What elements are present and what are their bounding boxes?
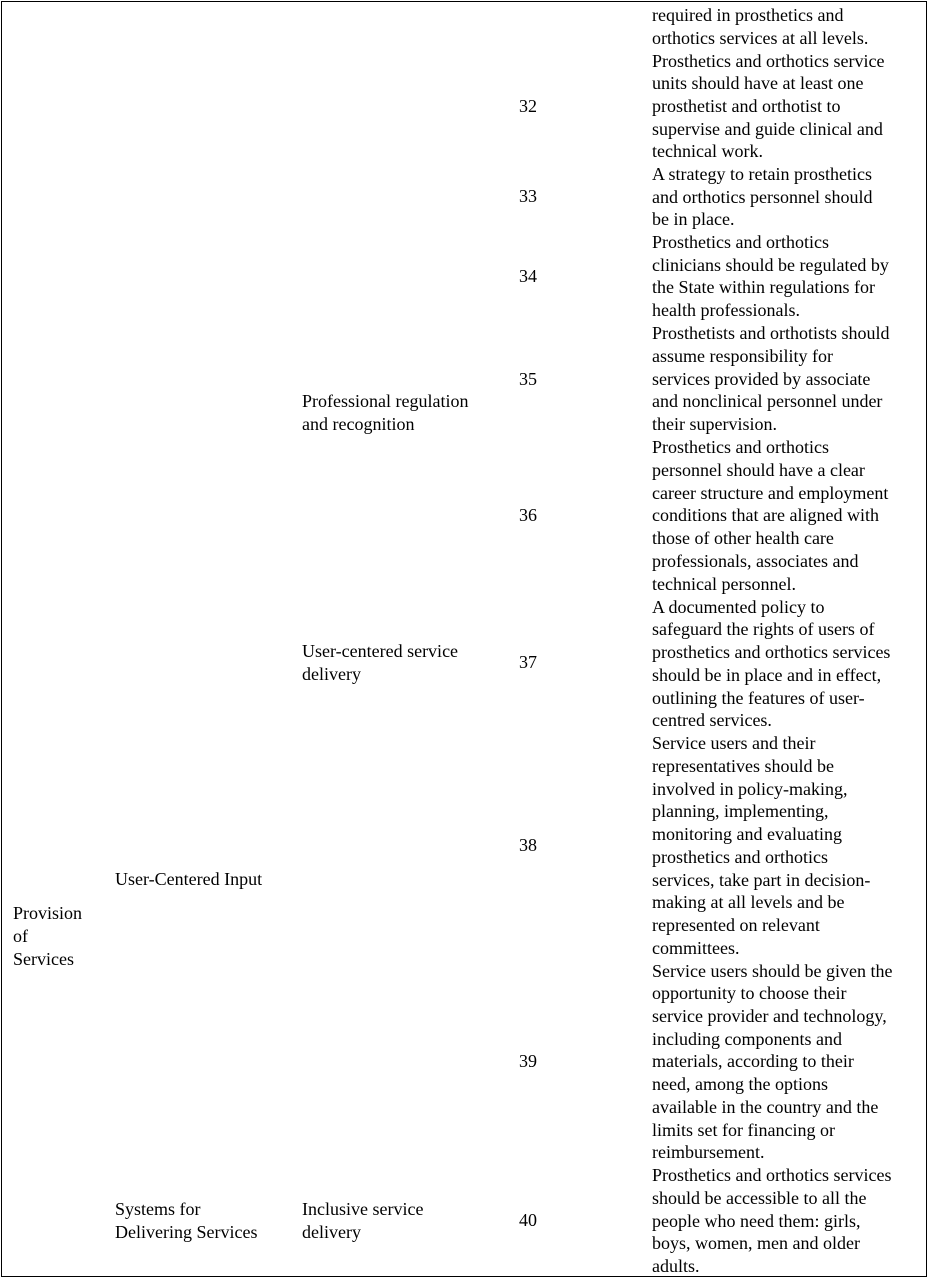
description-line: those of other health care [652,528,834,548]
description-line: prosthetics and orthotics [652,847,828,867]
description-line: Prosthetics and orthotics services [652,1165,892,1185]
description-line: need, among the options [652,1074,828,1094]
row-number: 36 [519,505,537,525]
description-line: the State within regulations for [652,277,875,297]
description-line: Service users should be given the [652,961,893,981]
description-line: materials, according to their [652,1051,854,1071]
description-line: boys, women, men and older [652,1233,860,1253]
category-label: Services [13,949,74,969]
description-line: and nonclinical personnel under [652,391,883,411]
description-line: making at all levels and be [652,892,845,912]
description-line: be in place. [652,209,735,229]
description-line: limits set for financing or [652,1120,835,1140]
description-line: Prosthetists and orthotists should [652,323,890,343]
description-line: outlining the features of user- [652,688,865,708]
subcategory-label: Systems for [115,1199,201,1219]
description-line: personnel should have a clear [652,460,865,480]
description-line: involved in policy-making, [652,779,848,799]
description-line: technical personnel. [652,574,796,594]
component-label: and recognition [302,414,415,434]
description-line: and orthotics personnel should [652,187,873,207]
component-label: Professional regulation [302,391,469,411]
description-line: A documented policy to [652,597,825,617]
description-line: A strategy to retain prosthetics [652,164,872,184]
row-number: 39 [519,1051,537,1071]
description-line: clinicians should be regulated by [652,255,889,275]
description-line: units should have at least one [652,73,864,93]
description-line: career structure and employment [652,483,889,503]
description-line: reimbursement. [652,1142,765,1162]
subcategory-label: User-Centered Input [115,869,263,889]
description-line: prosthetics and orthotics services [652,642,891,662]
subcategory-label: Delivering Services [115,1222,258,1242]
description-line: should be in place and in effect, [652,665,882,685]
description-line: people who need them: girls, [652,1211,861,1231]
row-number: 38 [519,835,537,855]
description-line: service provider and technology, [652,1006,887,1026]
description-line: should be accessible to all the [652,1188,867,1208]
description-line: orthotics services at all levels. [652,28,869,48]
description-line: technical work. [652,141,763,161]
description-line: prosthetist and orthotist to [652,96,841,116]
description-line: services provided by associate [652,369,871,389]
description-line: representatives should be [652,756,834,776]
description-line: committees. [652,938,740,958]
description-line: safeguard the rights of users of [652,619,875,639]
description-line: monitoring and evaluating [652,824,842,844]
description-line: required in prosthetics and [652,5,844,25]
description-line: represented on relevant [652,915,820,935]
row-number: 34 [519,266,537,286]
description-line: conditions that are aligned with [652,505,879,525]
component-label: delivery [302,664,361,684]
description-line: professionals, associates and [652,551,859,571]
description-line: health professionals. [652,300,800,320]
description-line: Prosthetics and orthotics [652,232,829,252]
description-line: services, take part in decision- [652,870,871,890]
description-line: supervise and guide clinical and [652,119,883,139]
row-number: 40 [519,1210,537,1230]
row-number: 37 [519,652,537,672]
description-line: Service users and their [652,733,816,753]
row-number: 32 [519,96,537,116]
description-line: including components and [652,1029,842,1049]
description-line: assume responsibility for [652,346,833,366]
description-line: adults. [652,1256,700,1276]
description-line: planning, implementing, [652,801,829,821]
description-line: opportunity to choose their [652,983,847,1003]
row-number: 33 [519,186,537,206]
component-label: delivery [302,1222,361,1242]
row-number: 35 [519,369,537,389]
description-line: centred services. [652,710,772,730]
description-line: their supervision. [652,414,777,434]
description-line: Prosthetics and orthotics service [652,51,885,71]
category-label: Provision [13,903,83,923]
component-label: User-centered service [302,641,459,661]
component-label: Inclusive service [302,1199,424,1219]
category-label: of [13,926,28,946]
description-line: available in the country and the [652,1097,879,1117]
description-line: Prosthetics and orthotics [652,437,829,457]
